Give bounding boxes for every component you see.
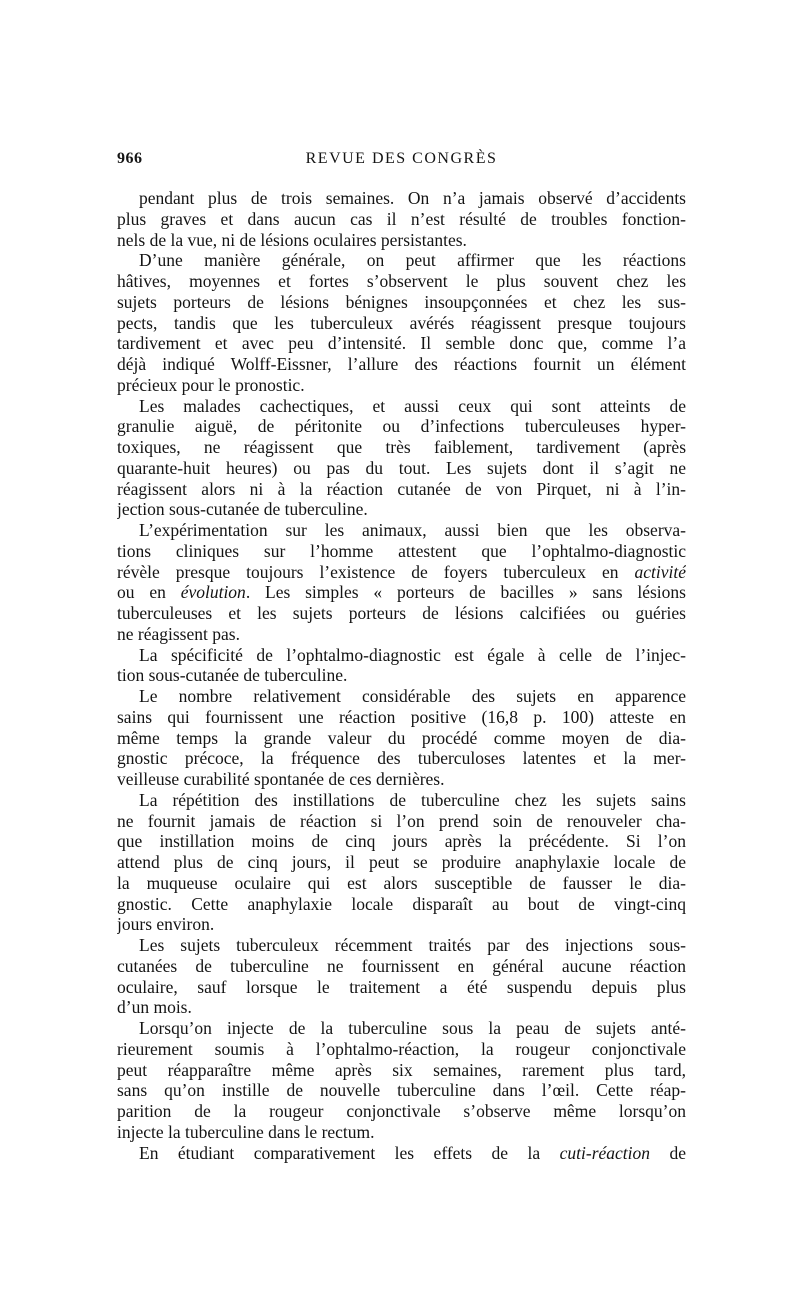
text-line: veilleuse curabilité spontanée de ces dernières.	[117, 769, 445, 789]
text-line: même temps la grande valeur du procédé comme moyen de dia-	[117, 727, 686, 748]
text-line: nels de la vue, ni de lésions oculaires persistantes.	[117, 229, 467, 250]
page-number: 966	[117, 150, 143, 167]
text-line: pects, tandis que les tuberculeux avérés réagissent presque toujours	[117, 312, 686, 333]
text-line: sans qu’on instille de nouvelle tuberculine dans l’œil. Cette réap-	[117, 1080, 686, 1101]
text-line: Le nombre relativement considérable des sujets en apparence	[139, 686, 686, 706]
body-text	[117, 188, 686, 1163]
text-line: jours environ.	[117, 914, 215, 935]
text-line: peut réapparaître même après six semaines, rarement plus tard,	[117, 1059, 686, 1080]
text-line: sains qui fournissent une réaction positive (16,8 p. 100) atteste en	[117, 706, 686, 727]
text-line: d’un mois.	[117, 997, 192, 1018]
text-line: La spécificité de l’ophtalmo-diagnostic est égale à celle de l’injec-	[139, 644, 686, 665]
italic-term: cuti-réaction	[559, 1142, 651, 1163]
text-line: injecte la tuberculine dans le rectum.	[117, 1121, 375, 1142]
text-line: D’une manière générale, on peut affirmer que les réactions	[139, 250, 686, 271]
text-line: L’expérimentation sur les animaux, aussi bien que les observa-	[139, 520, 686, 540]
text-line: sujets porteurs de lésions bénignes insoupçonnées et chez les sus-	[117, 291, 686, 312]
text-line: précieux pour le pronostic.	[117, 374, 305, 395]
text-line: tions cliniques sur l’homme attestent que l’ophtalmo-diagnostic	[117, 540, 686, 561]
text-line: Les malades cachectiques, et aussi ceux qui sont atteints de	[139, 395, 686, 416]
text-line: hâtives, moyennes et fortes s’observent le plus souvent chez les	[117, 271, 686, 291]
text-line: cutanées de tuberculine ne fournissent en général aucune réaction	[117, 955, 686, 976]
text-line: déjà indiqué Wolff-Eissner, l’allure des réactions fournit un élément	[117, 354, 686, 374]
text-line: quarante-huit heures) ou pas du tout. Les sujets dont il s’agit ne	[117, 457, 686, 478]
text-line: pendant plus de trois semaines. On n’a jamais observé d’accidents	[139, 188, 686, 208]
text-line: jection sous-cutanée de tuberculine.	[117, 499, 368, 520]
text-line: La répétition des instillations de tuberculine chez les sujets sains	[139, 789, 686, 810]
italic-term: évolution	[180, 582, 246, 603]
text-line: tion sous-cutanée de tuberculine.	[117, 665, 348, 686]
text-segment: de	[650, 1142, 686, 1163]
text-line: plus graves et dans aucun cas il n’est résulté de troubles fonction-	[117, 208, 686, 229]
text-line: oculaire, sauf lorsque le traitement a été suspendu depuis plus	[117, 976, 686, 997]
text-line: toxiques, ne réagissent que très faiblement, tardivement (après	[117, 437, 686, 457]
text-line: attend plus de cinq jours, il peut se produire anaphylaxie locale de	[117, 852, 686, 872]
text-line: la muqueuse oculaire qui est alors susceptible de fausser le dia-	[117, 872, 686, 893]
text-line: granulie aiguë, de péritonite ou d’infections tuberculeuses hyper-	[117, 416, 686, 437]
text-line: tuberculeuses et les sujets porteurs de lésions calcifiées ou guéries	[117, 603, 686, 623]
text-line: tardivement et avec peu d’intensité. Il semble donc que, comme l’a	[117, 333, 686, 354]
text-line: gnostic précoce, la fréquence des tuberculoses latentes et la mer-	[117, 748, 686, 769]
text-line: gnostic. Cette anaphylaxie locale disparaît au bout de vingt-cinq	[117, 893, 686, 914]
text-line: réagissent alors ni à la réaction cutanée de von Pirquet, ni à l’in-	[117, 478, 686, 499]
text-segment: révèle presque toujours l’existence de foyers tuberculeux en	[117, 561, 635, 582]
text-line: que instillation moins de cinq jours après la précédente. Si l’on	[117, 831, 686, 852]
text-line: Lorsqu’on injecte de la tuberculine sous la peau de sujets anté-	[139, 1018, 686, 1038]
text-line: Les sujets tuberculeux récemment traités par des injections sous-	[139, 935, 686, 955]
text-segment: . Les simples « porteurs de bacilles » sans lésions	[245, 582, 686, 603]
italic-term: activité	[634, 561, 686, 582]
text-line	[117, 582, 686, 603]
text-line	[117, 562, 686, 583]
text-line: parition de la rougeur conjonctivale s’observe même lorsqu’on	[117, 1101, 686, 1121]
page-header	[117, 150, 686, 176]
text-line	[117, 1143, 686, 1164]
text-line: ne réagissent pas.	[117, 623, 240, 644]
text-segment: En étudiant comparativement les effets de la	[139, 1142, 560, 1163]
text-line: rieurement soumis à l’ophtalmo-réaction, la rougeur conjonctivale	[117, 1038, 686, 1059]
text-segment: ou en	[117, 582, 181, 603]
text-line: ne fournit jamais de réaction si l’on prend soin de renouveler cha-	[117, 810, 686, 831]
running-title: REVUE DES CONGRÈS	[305, 150, 498, 167]
